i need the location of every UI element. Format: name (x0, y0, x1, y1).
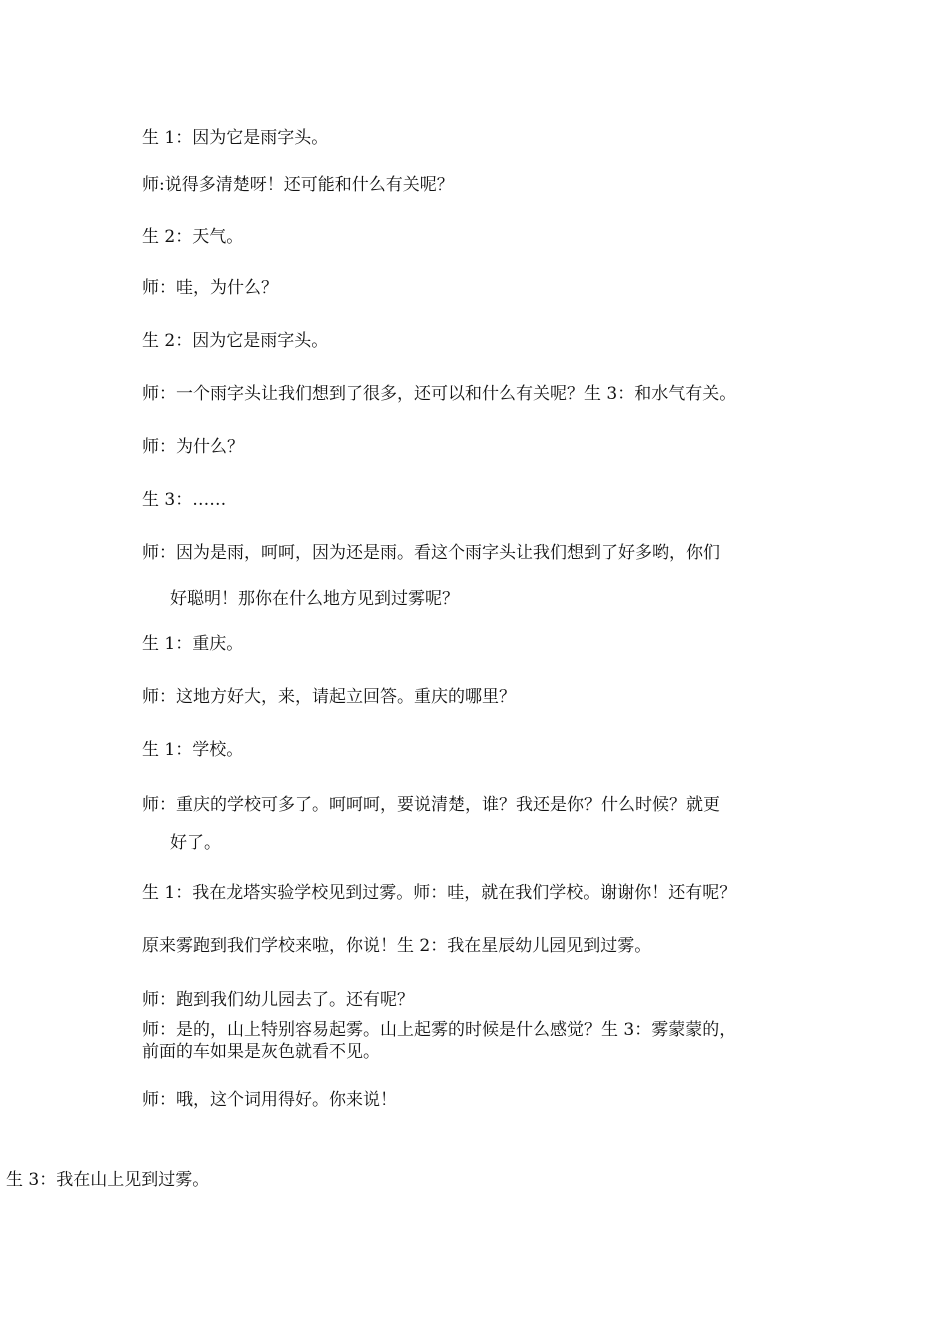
dialogue-line: 生 2：因为它是雨字头。 (142, 331, 329, 351)
dialogue-line: 生 1：因为它是雨字头。 (142, 128, 329, 148)
dialogue-line: 生 2：天气。 (142, 227, 244, 247)
dialogue-line: 生 3：我在山上见到过雾。 (6, 1170, 210, 1190)
dialogue-line: 生 1：重庆。 (142, 634, 244, 654)
dialogue-line: 师:说得多清楚呀！还可能和什么有关呢？ (142, 175, 454, 195)
dialogue-line: 生 1：我在龙塔实验学校见到过雾。师：哇，就在我们学校。谢谢你！还有呢？ (142, 883, 737, 903)
dialogue-line: 师：跑到我们幼儿园去了。还有呢？ (142, 990, 414, 1010)
dialogue-line: 师：一个雨字头让我们想到了很多，还可以和什么有关呢？生 3：和水气有关。 (142, 384, 737, 404)
dialogue-line-continuation: 好了。 (170, 833, 221, 853)
dialogue-line: 原来雾跑到我们学校来啦，你说！生 2：我在星辰幼儿园见到过雾。 (142, 936, 652, 956)
dialogue-line-continuation: 好聪明！那你在什么地方见到过雾呢？ (170, 589, 459, 609)
dialogue-line: 生 1：学校。 (142, 740, 244, 760)
dialogue-line: 师：是的，山上特别容易起雾。山上起雾的时候是什么感觉？生 3：雾蒙蒙的， (142, 1020, 737, 1040)
dialogue-line: 师：因为是雨，呵呵，因为还是雨。看这个雨字头让我们想到了好多哟，你们 (142, 543, 720, 563)
dialogue-line-continuation: 前面的车如果是灰色就看不见。 (142, 1042, 380, 1062)
dialogue-line: 师：为什么？ (142, 437, 244, 457)
dialogue-line: 师：重庆的学校可多了。呵呵呵，要说清楚，谁？我还是你？什么时候？就更 (142, 795, 720, 815)
dialogue-line: 师：哦，这个词用得好。你来说！ (142, 1090, 397, 1110)
dialogue-line: 师：这地方好大，来，请起立回答。重庆的哪里？ (142, 687, 516, 707)
dialogue-line: 师：哇，为什么？ (142, 278, 278, 298)
dialogue-line: 生 3：…… (142, 490, 227, 510)
